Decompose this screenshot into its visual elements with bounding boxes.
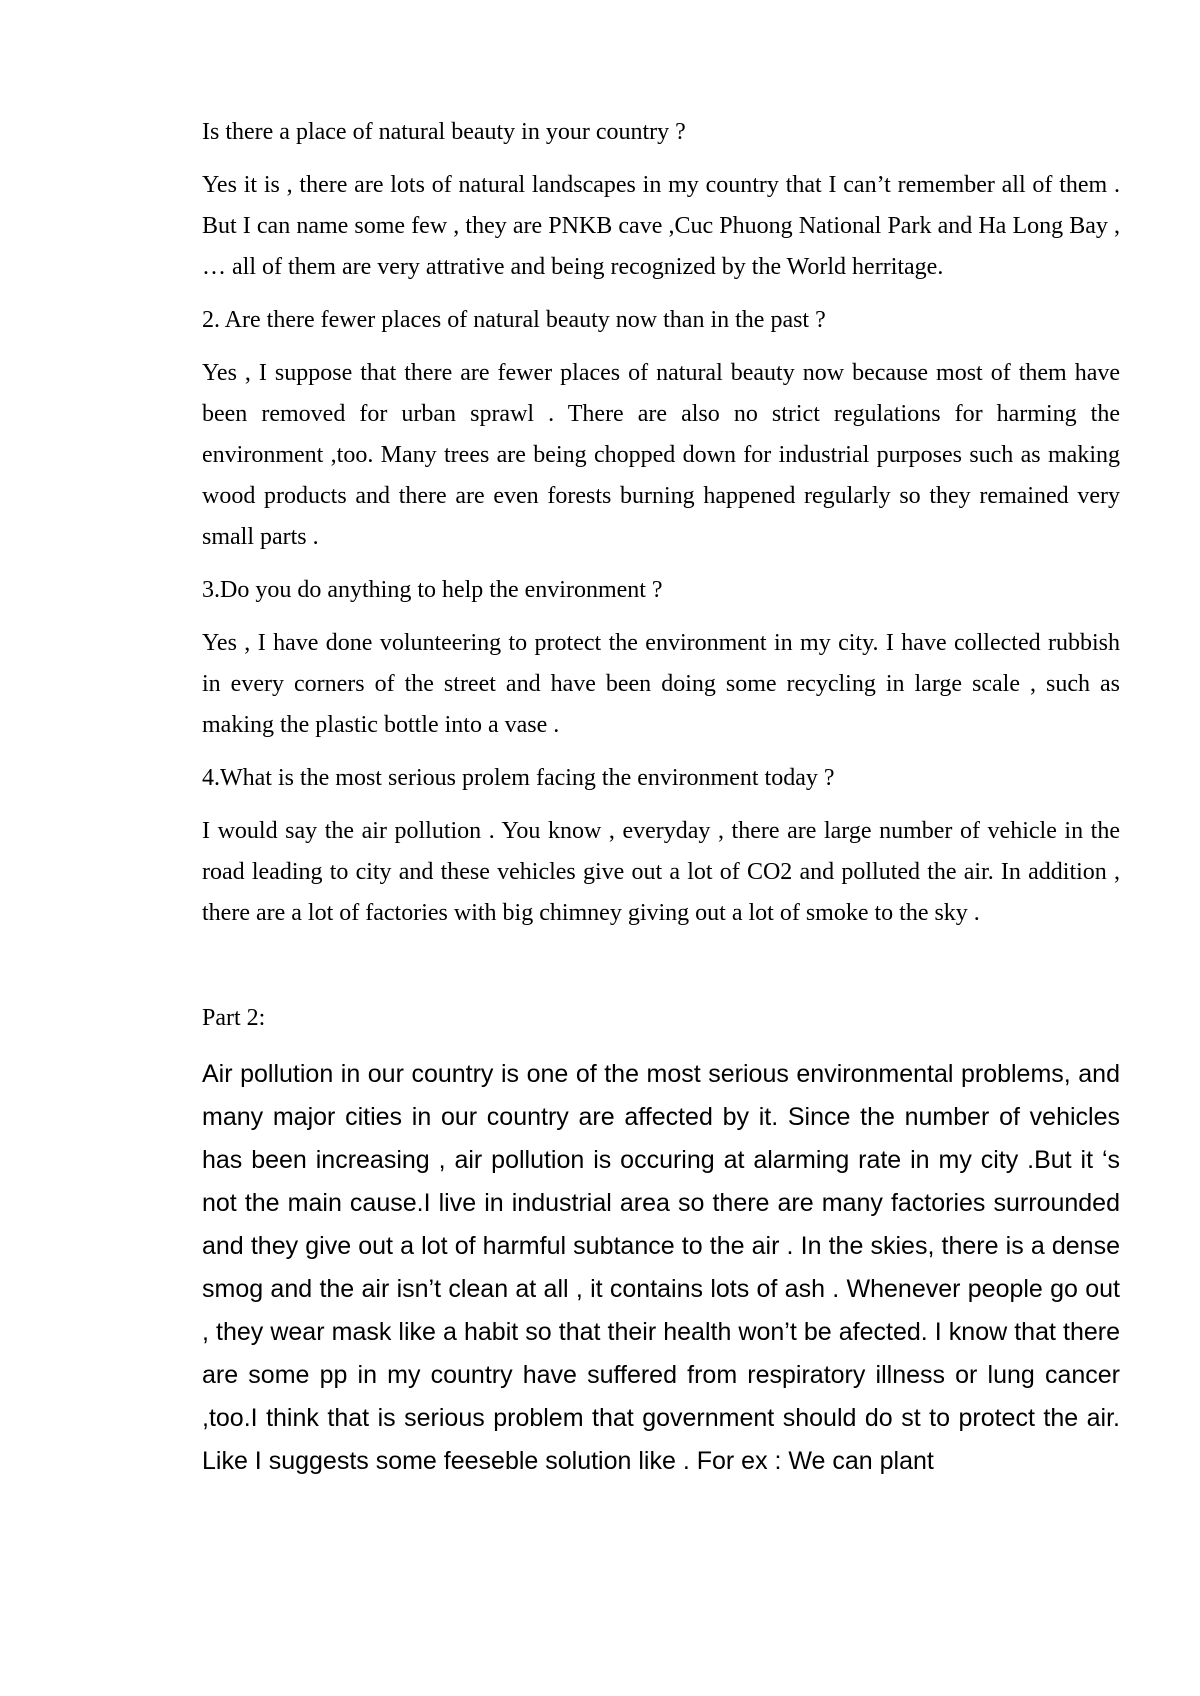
answer-4: I would say the air pollution . You know , everyday , there are large number of vehicle in the road leading to city and these vehicles give out a lot of CO2 and polluted the air. In addition , there are a lot of factories with big chimney giving out a lot of smoke to the sky . xyxy=(202,818,1120,926)
question-2: 2. Are there fewer places of natural beauty now than in the past ? xyxy=(202,307,826,333)
question-1: Is there a place of natural beauty in your country ? xyxy=(202,119,686,145)
part-2-heading: Part 2: xyxy=(202,1005,266,1031)
part-2-text: Air pollution in our country is one of the most serious environmental problems, and many major cities in our country are affected by it. Since the number of vehicles has been increasing , air pollution is occuring at alarming rate in my city .But it ‘s not the main cause.I live in industrial area so there are many factories surrounded and they give out a lot of harmful subtance to the air . In the skies, there is a dense smog and the air isn’t clean at all , it contains lots of ash . Whenever people go out , they wear mask like a habit so that their health won’t be afected. I know that there are some pp in my country have suffered from respiratory illness or lung cancer ,too.I think that is serious problem that government should do st to protect the air. Like I suggests some feeseble solution like . For ex : We can plant xyxy=(202,1060,1120,1475)
document-body xyxy=(202,112,1120,1483)
answer-1: Yes it is , there are lots of natural landscapes in my country that I can’t remember all of them . But I can name some few , they are PNKB cave ,Cuc Phuong National Park and Ha Long Bay , … all of them are very attrative and being recognized by the World herritage. xyxy=(202,172,1120,280)
answer-3: Yes , I have done volunteering to protect the environment in my city. I have collected rubbish in every corners of the street and have been doing some recycling in large scale , such as making the plastic bottle into a vase . xyxy=(202,630,1120,738)
question-3: 3.Do you do anything to help the environment ? xyxy=(202,577,663,603)
question-4: 4.What is the most serious prolem facing the environment today ? xyxy=(202,765,835,791)
answer-2: Yes , I suppose that there are fewer places of natural beauty now because most of them have been removed for urban sprawl . There are also no strict regulations for harming the environment ,too. Many trees are being chopped down for industrial purposes such as making wood products and there are even forests burning happened regularly so they remained very small parts . xyxy=(202,360,1120,550)
